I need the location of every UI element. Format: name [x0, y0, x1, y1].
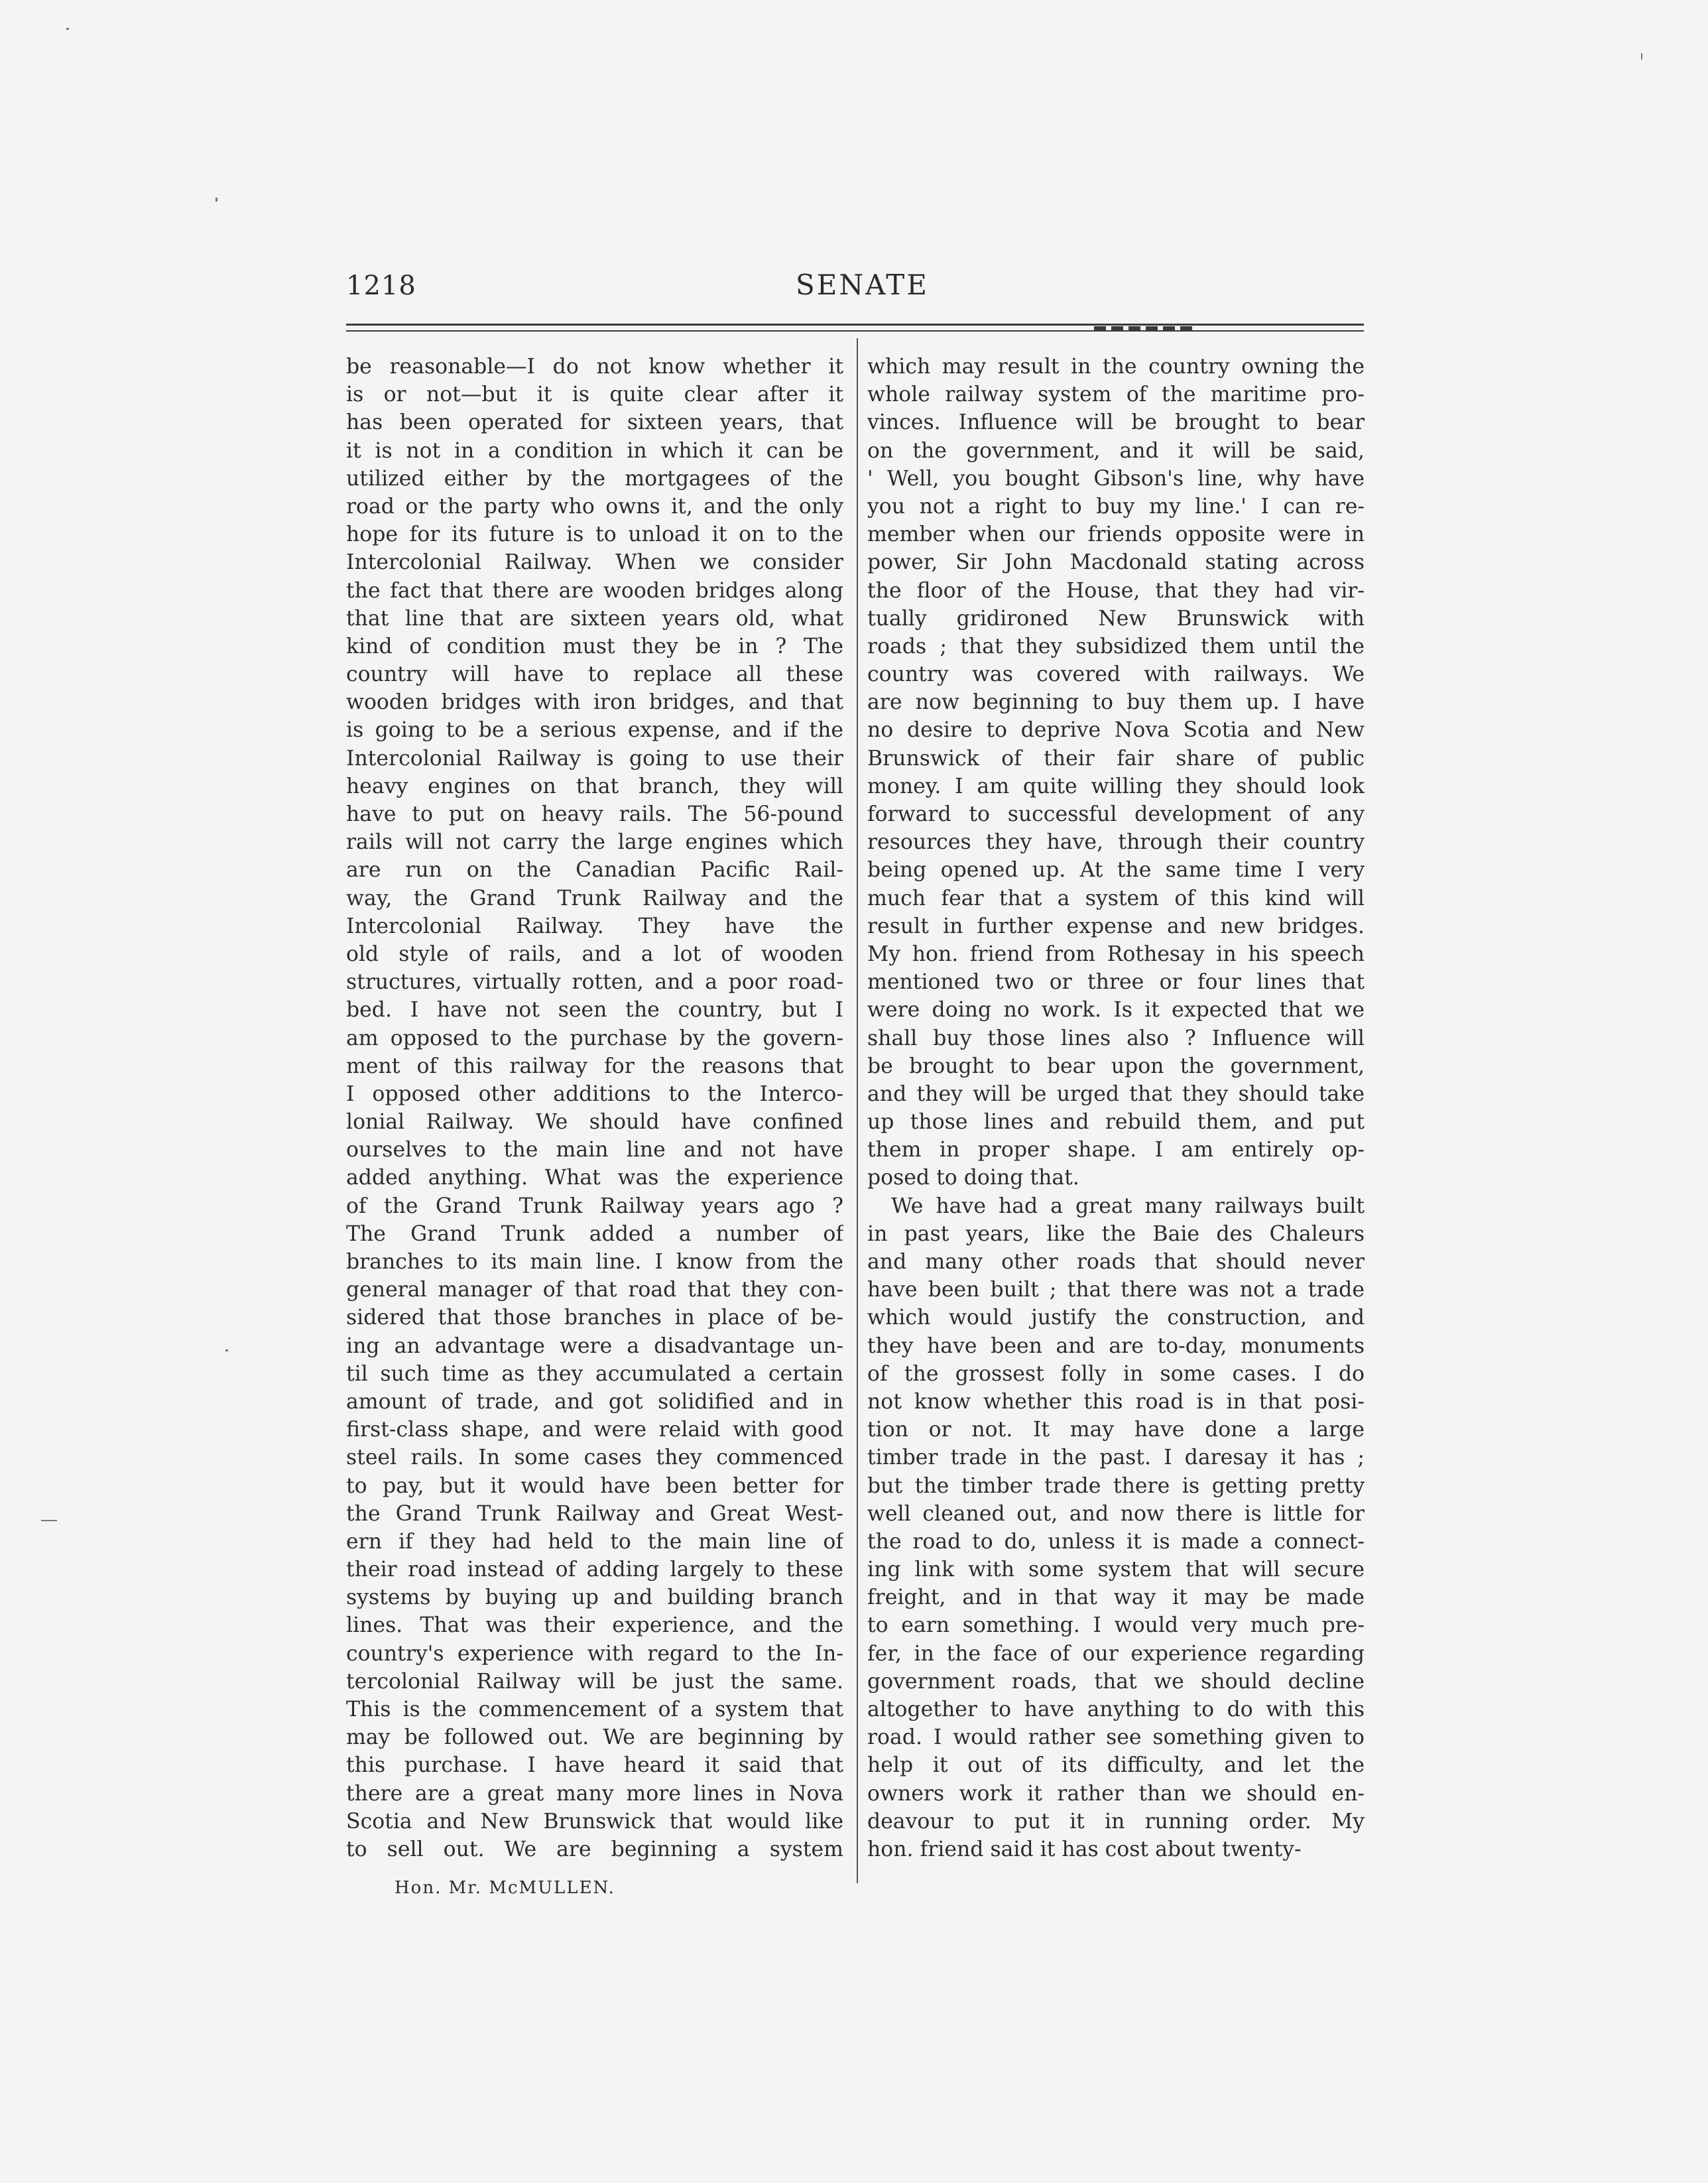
text-line: result in further expense and new bridges. [867, 914, 1365, 938]
text-line: their road instead of adding largely to these [346, 1558, 843, 1582]
left-column [346, 353, 843, 1863]
text-line: there are a great many more lines in Nova [346, 1781, 843, 1806]
text-line: fer, in the face of our experience regarding [867, 1641, 1365, 1666]
text-line: bed. I have not seen the country, but I [346, 998, 843, 1023]
text-line: is or not—but it is quite clear after it [346, 383, 843, 407]
text-line: you not a right to buy my line.' I can re- [867, 494, 1365, 519]
text-line: mentioned two or three or four lines that [867, 970, 1365, 995]
text-line: up those lines and rebuild them, and put [867, 1110, 1365, 1135]
text-line: deavour to put it in running order. My [867, 1809, 1365, 1834]
text-line: ' Well, you bought Gibson's line, why have [867, 466, 1365, 491]
page-title: SENATE [796, 269, 929, 301]
scan-speck [225, 1349, 228, 1351]
text-line: kind of condition must they be in ? The [346, 634, 843, 658]
text-line: roads ; that they subsidized them until the [867, 634, 1365, 658]
page-number: 1218 [346, 271, 416, 301]
text-line: power, Sir John Macdonald stating across [867, 550, 1365, 575]
footer-speaker: Hon. Mr. McMULLEN. [395, 1878, 615, 1898]
text-line: no desire to deprive Nova Scotia and New [867, 718, 1365, 743]
text-line: whole railway system of the maritime pro- [867, 383, 1365, 407]
text-line: are now beginning to buy them up. I have [867, 690, 1365, 715]
text-line: that line that are sixteen years old, what [346, 606, 843, 631]
text-line: owners work it rather than we should en- [867, 1781, 1365, 1806]
text-line: which would justify the construction, and [867, 1306, 1365, 1330]
text-line: be reasonable—I do not know whether it [346, 355, 843, 379]
text-line: This is the commencement of a system that [346, 1698, 843, 1721]
text-line: help it out of its difficulty, and let the [867, 1753, 1365, 1778]
text-line: Brunswick of their fair share of public [867, 746, 1365, 771]
text-line: on the government, and it will be said, [867, 438, 1365, 463]
text-line: is going to be a serious expense, and if the [346, 718, 843, 743]
text-line: well cleaned out, and now there is little for [867, 1501, 1365, 1526]
text-line: Intercolonial Railway. When we consider [346, 550, 843, 575]
scan-speck [1641, 53, 1642, 60]
text-line: branches to its main line. I know from the [346, 1250, 843, 1274]
text-line: vinces. Influence will be brought to bear [867, 410, 1365, 435]
text-line: tually gridironed New Brunswick with [867, 606, 1365, 631]
text-line: heavy engines on that branch, they will [346, 774, 843, 798]
text-line: money. I am quite willing they should look [867, 774, 1365, 798]
header-rule-bottom [346, 330, 1364, 332]
text-line: old style of rails, and a lot of wooden [346, 942, 843, 966]
text-line: hope for its future is to unload it on to the [346, 523, 843, 547]
text-line: first-class shape, and were relaid with good [346, 1418, 843, 1442]
text-line: The Grand Trunk added a number of [346, 1221, 843, 1246]
text-line: are run on the Canadian Pacific Rail- [346, 858, 843, 883]
header-rule-ornament [1094, 326, 1193, 332]
text-line: being opened up. At the same time I very [867, 858, 1365, 883]
text-line: am opposed to the purchase by the govern- [346, 1026, 843, 1050]
text-line: Intercolonial Railway is going to use their [346, 746, 843, 771]
text-line: road. I would rather see something given to [867, 1725, 1365, 1750]
text-line: utilized either by the mortgagees of the [346, 466, 843, 491]
column-divider [857, 338, 858, 1883]
text-line: hon. friend said it has cost about twenty- [867, 1837, 1302, 1861]
text-line: member when our friends opposite were in [867, 523, 1365, 547]
text-line: systems by buying up and building branch [346, 1586, 843, 1610]
text-line: but the timber trade there is getting pretty [867, 1473, 1365, 1498]
text-line: to pay, but it would have been better for [346, 1473, 843, 1498]
text-line: be brought to bear upon the government, [867, 1054, 1365, 1078]
text-line: sidered that those branches in place of be- [346, 1306, 843, 1330]
text-line: which may result in the country owning the [867, 355, 1365, 379]
text-line: this purchase. I have heard it said that [346, 1753, 843, 1778]
text-line: in past years, like the Baie des Chaleurs [867, 1221, 1365, 1246]
text-line: country was covered with railways. We [867, 662, 1365, 687]
text-line: the Grand Trunk Railway and Great West- [346, 1501, 843, 1526]
scan-speck [66, 28, 69, 30]
text-line: of the grossest folly in some cases. I do [867, 1361, 1365, 1386]
header-rule-top [346, 324, 1364, 326]
right-column [867, 353, 1365, 1863]
text-line: posed to doing that. [867, 1166, 1079, 1190]
text-line: Intercolonial Railway. They have the [346, 914, 843, 938]
text-line: til such time as they accumulated a certain [346, 1361, 843, 1386]
text-line: the fact that there are wooden bridges along [346, 578, 843, 603]
text-line: lines. That was their experience, and the [346, 1613, 843, 1638]
text-line: and they will be urged that they should take [867, 1082, 1365, 1106]
text-line: forward to successful development of any [867, 802, 1365, 826]
text-line: Scotia and New Brunswick that would like [346, 1809, 843, 1834]
text-line: to sell out. We are beginning a system [346, 1837, 843, 1861]
text-line: steel rails. In some cases they commenced [346, 1446, 843, 1470]
text-line: the road to do, unless it is made a connect- [867, 1529, 1365, 1554]
scan-speck [41, 1520, 57, 1521]
text-line: freight, and in that way it may be made [867, 1586, 1365, 1610]
text-line: shall buy those lines also ? Influence will [867, 1026, 1365, 1050]
text-line: the floor of the House, that they had vir- [867, 578, 1365, 603]
text-line: structures, virtually rotten, and a poor road- [346, 970, 843, 995]
text-line: altogether to have anything to do with this [867, 1698, 1365, 1721]
text-line: added anything. What was the experience [346, 1166, 843, 1190]
text-line: rails will not carry the large engines which [346, 830, 843, 855]
text-line: general manager of that road that they con- [346, 1278, 843, 1302]
scan-speck [215, 198, 217, 202]
text-line: amount of trade, and got solidified and in [346, 1389, 843, 1414]
text-line: timber trade in the past. I daresay it has ; [867, 1446, 1365, 1470]
text-line: it is not in a condition in which it can be [346, 438, 843, 463]
text-line: way, the Grand Trunk Railway and the [346, 886, 843, 910]
text-line: country will have to replace all these [346, 662, 843, 687]
text-line: them in proper shape. I am entirely op- [867, 1138, 1365, 1162]
text-line: country's experience with regard to the In- [346, 1641, 843, 1666]
text-line: ment of this railway for the reasons that [346, 1054, 843, 1078]
text-line: tercolonial Railway will be just the same. [346, 1669, 843, 1694]
text-line: road or the party who owns it, and the only [346, 494, 843, 519]
text-line: tion or not. It may have done a large [867, 1418, 1365, 1442]
text-line: ing link with some system that will secure [867, 1558, 1365, 1582]
text-line: wooden bridges with iron bridges, and that [346, 690, 843, 715]
text-line: they have been and are to-day, monuments [867, 1334, 1365, 1358]
text-line: and many other roads that should never [867, 1250, 1365, 1274]
text-line: government roads, that we should decline [867, 1669, 1365, 1694]
text-line: My hon. friend from Rothesay in his speech [867, 942, 1365, 966]
text-line: much fear that a system of this kind will [867, 886, 1365, 910]
text-line: I opposed other additions to the Interco- [346, 1082, 843, 1106]
text-line: have been built ; that there was not a trade [867, 1278, 1365, 1302]
text-line: We have had a great many railways built [891, 1194, 1365, 1218]
text-line: lonial Railway. We should have confined [346, 1110, 843, 1135]
text-line: may be followed out. We are beginning by [346, 1725, 843, 1750]
text-line: ing an advantage were a disadvantage un- [346, 1334, 843, 1358]
text-line: has been operated for sixteen years, that [346, 410, 843, 435]
text-line: were doing no work. Is it expected that we [867, 998, 1365, 1023]
text-line: ern if they had held to the main line of [346, 1529, 843, 1554]
text-line: resources they have, through their country [867, 830, 1365, 855]
text-line: of the Grand Trunk Railway years ago ? [346, 1194, 843, 1218]
text-line: not know whether this road is in that posi- [867, 1389, 1365, 1414]
text-line: have to put on heavy rails. The 56-pound [346, 802, 843, 826]
text-line: to earn something. I would very much pre- [867, 1613, 1365, 1638]
text-line: ourselves to the main line and not have [346, 1138, 843, 1162]
